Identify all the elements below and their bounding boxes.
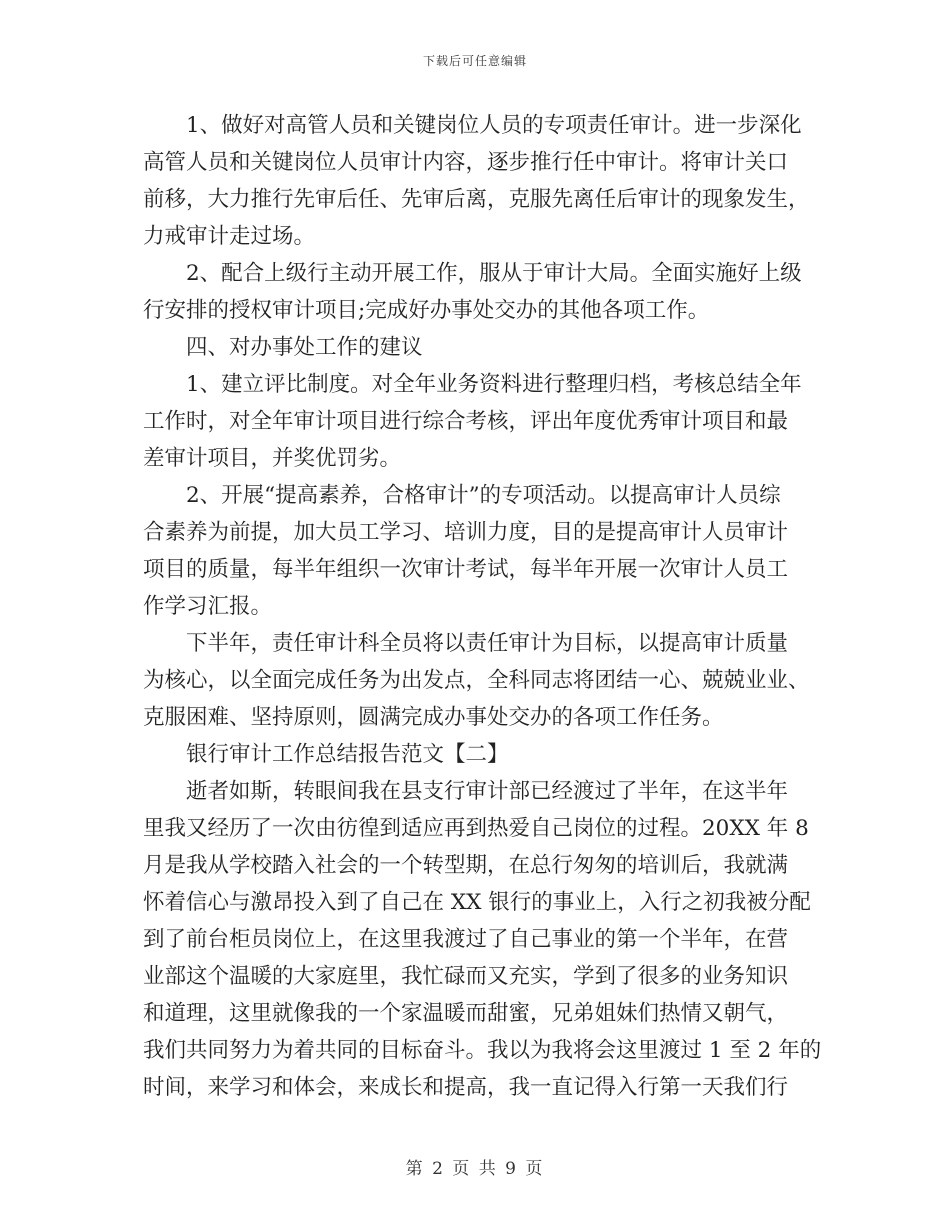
paragraph-line: 2、开展“提高素养，合格审计”的专项活动。以提高审计人员综: [186, 483, 781, 508]
paragraph-line: 我们共同努力为着共同的目标奋斗。我以为我将会这里渡过 1 至 2 年的: [143, 1038, 822, 1063]
paragraph-line: 工作时，对全年审计项目进行综合考核，评出年度优秀审计项目和最: [143, 409, 789, 434]
paragraph-line: 合素养为前提，加大员工学习、培训力度，目的是提高审计人员审计: [143, 520, 789, 545]
paragraph-line: 里我又经历了一次由彷徨到适应再到热爱自己岗位的过程。20XX 年 8: [143, 816, 809, 841]
paragraph-line: 力戒审计走过场。: [143, 224, 316, 249]
paragraph-line: 逝者如斯，转眼间我在县支行审计部已经渡过了半年，在这半年: [186, 779, 789, 804]
paragraph-line: 克服困难、坚持原则，圆满完成办事处交办的各项工作任务。: [143, 705, 724, 730]
paragraph-line: 高管人员和关键岗位人员审计内容，逐步推行任中审计。将审计关口: [143, 150, 789, 175]
paragraph-line: 和道理，这里就像我的一个家温暖而甜蜜，兄弟姐妹们热情又朝气，: [143, 1001, 789, 1026]
document-body: [143, 107, 822, 1106]
page-header: 下载后可任意编辑: [422, 54, 527, 68]
paragraph-line: 2、配合上级行主动开展工作，服从于审计大局。全面实施好上级: [186, 261, 802, 286]
paragraph-line: 行安排的授权审计项目;完成好办事处交办的其他各项工作。: [143, 298, 710, 323]
paragraph-line: 1、做好对高管人员和关键岗位人员的专项责任审计。进一步深化: [186, 113, 802, 138]
paragraph-line: 1、建立评比制度。对全年业务资料进行整理归档，考核总结全年: [186, 372, 802, 397]
section-heading: 银行审计工作总结报告范文【二】: [186, 742, 509, 767]
paragraph-line: 月是我从学校踏入社会的一个转型期，在总行匆匆的培训后，我就满: [143, 853, 789, 878]
page-number: 第 2 页 共 9 页: [405, 1159, 545, 1179]
paragraph-line: 业部这个温暖的大家庭里，我忙碌而又充实，学到了很多的业务知识: [143, 964, 789, 989]
paragraph-line: 怀着信心与激昂投入到了自己在 XX 银行的事业上，入行之初我被分配: [143, 890, 811, 915]
paragraph-line: 项目的质量，每半年组织一次审计考试，每半年开展一次审计人员工: [143, 557, 789, 582]
paragraph-line: 作学习汇报。: [143, 594, 273, 619]
paragraph-line: 为核心，以全面完成任务为出发点，全科同志将团结一心、兢兢业业、: [143, 668, 810, 693]
paragraph-line: 下半年，责任审计科全员将以责任审计为目标，以提高审计质量: [186, 631, 789, 656]
paragraph-line: 前移，大力推行先审后任、先审后离，克服先离任后审计的现象发生，: [143, 187, 810, 212]
paragraph-line: 差审计项目，并奖优罚劣。: [143, 446, 402, 471]
section-heading: 四、对办事处工作的建议: [186, 335, 423, 360]
paragraph-line: 到了前台柜员岗位上，在这里我渡过了自己事业的第一个半年，在营: [143, 927, 789, 952]
paragraph-line: 时间，来学习和体会，来成长和提高，我一直记得入行第一天我们行: [143, 1075, 789, 1100]
